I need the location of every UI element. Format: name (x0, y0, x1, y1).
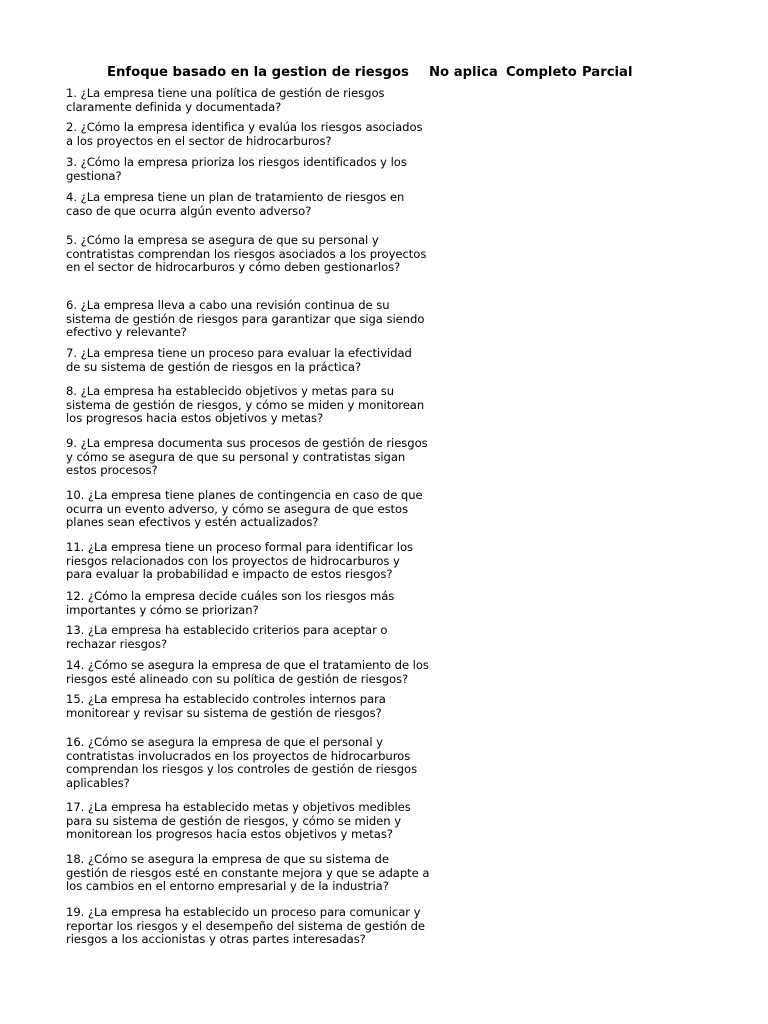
question-19: 19. ¿La empresa ha establecido un proceso para comunicar y reportar los riesgos y el desempeño del sistema de gestión de riesgos a los accionistas y otras partes interesadas? (66, 905, 426, 947)
question-7: 7. ¿La empresa tiene un proceso para evaluar la efectividad de su sistema de gestión de riesgos en la práctica? (66, 346, 412, 374)
question-9: 9. ¿La empresa documenta sus procesos de gestión de riesgos y cómo se asegura de que su personal y contratistas sigan estos procesos? (66, 436, 428, 478)
question-16: 16. ¿Cómo se asegura la empresa de que el personal y contratistas involucrados en los proyectos de hidrocarburos comprendan los riesgos y los controles de gestión de riesgos aplicables? (66, 735, 418, 790)
question-14: 14. ¿Cómo se asegura la empresa de que el tratamiento de los riesgos esté alineado con su política de gestión de riesgos? (66, 658, 429, 686)
question-2: 2. ¿Cómo la empresa identifica y evalúa los riesgos asociados a los proyectos en el sector de hidrocarburos? (66, 120, 423, 148)
question-17: 17. ¿La empresa ha establecido metas y objetivos medibles para su sistema de gestión de riesgos, y cómo se miden y monitorean los progresos hacia estos objetivos y metas? (66, 800, 411, 842)
question-12: 12. ¿Cómo la empresa decide cuáles son los riesgos más importantes y cómo se priorizan? (66, 589, 395, 617)
question-4: 4. ¿La empresa tiene un plan de tratamiento de riesgos en caso de que ocurra algún evento adverso? (66, 190, 405, 218)
header-no-aplica: No aplica (429, 65, 498, 80)
question-1: 1. ¿La empresa tiene una política de gestión de riesgos claramente definida y documentada? (66, 86, 385, 114)
header-title: Enfoque basado en la gestion de riesgos (107, 65, 409, 80)
question-5: 5. ¿Cómo la empresa se asegura de que su personal y contratistas comprendan los riesgos asociados a los proyectos en el sector de hidrocarburos y cómo deben gestionarlos? (66, 233, 427, 275)
question-10: 10. ¿La empresa tiene planes de contingencia en caso de que ocurra un evento adverso, y cómo se asegura de que estos planes sean efectivos y estén actualizados? (66, 488, 423, 530)
question-11: 11. ¿La empresa tiene un proceso formal para identificar los riesgos relacionados con los proyectos de hidrocarburos y para evaluar la probabilidad e impacto de estos riesgos? (66, 540, 414, 582)
header-parcial: Parcial (582, 65, 633, 80)
question-3: 3. ¿Cómo la empresa prioriza los riesgos identificados y los gestiona? (66, 155, 407, 183)
question-8: 8. ¿La empresa ha establecido objetivos y metas para su sistema de gestión de riesgos, y cómo se miden y monitorean los progresos hacia estos objetivos y metas? (66, 384, 425, 426)
question-15: 15. ¿La empresa ha establecido controles internos para monitorear y revisar su sistema de gestión de riesgos? (66, 692, 386, 720)
question-6: 6. ¿La empresa lleva a cabo una revisión continua de su sistema de gestión de riesgos para garantizar que siga siendo efectivo y relevante? (66, 298, 425, 340)
question-18: 18. ¿Cómo se asegura la empresa de que su sistema de gestión de riesgos esté en constante mejora y que se adapte a los cambios en el entorno empresarial y de la industria? (66, 852, 430, 894)
header-completo: Completo (506, 65, 577, 80)
question-13: 13. ¿La empresa ha establecido criterios para aceptar o rechazar riesgos? (66, 623, 388, 651)
